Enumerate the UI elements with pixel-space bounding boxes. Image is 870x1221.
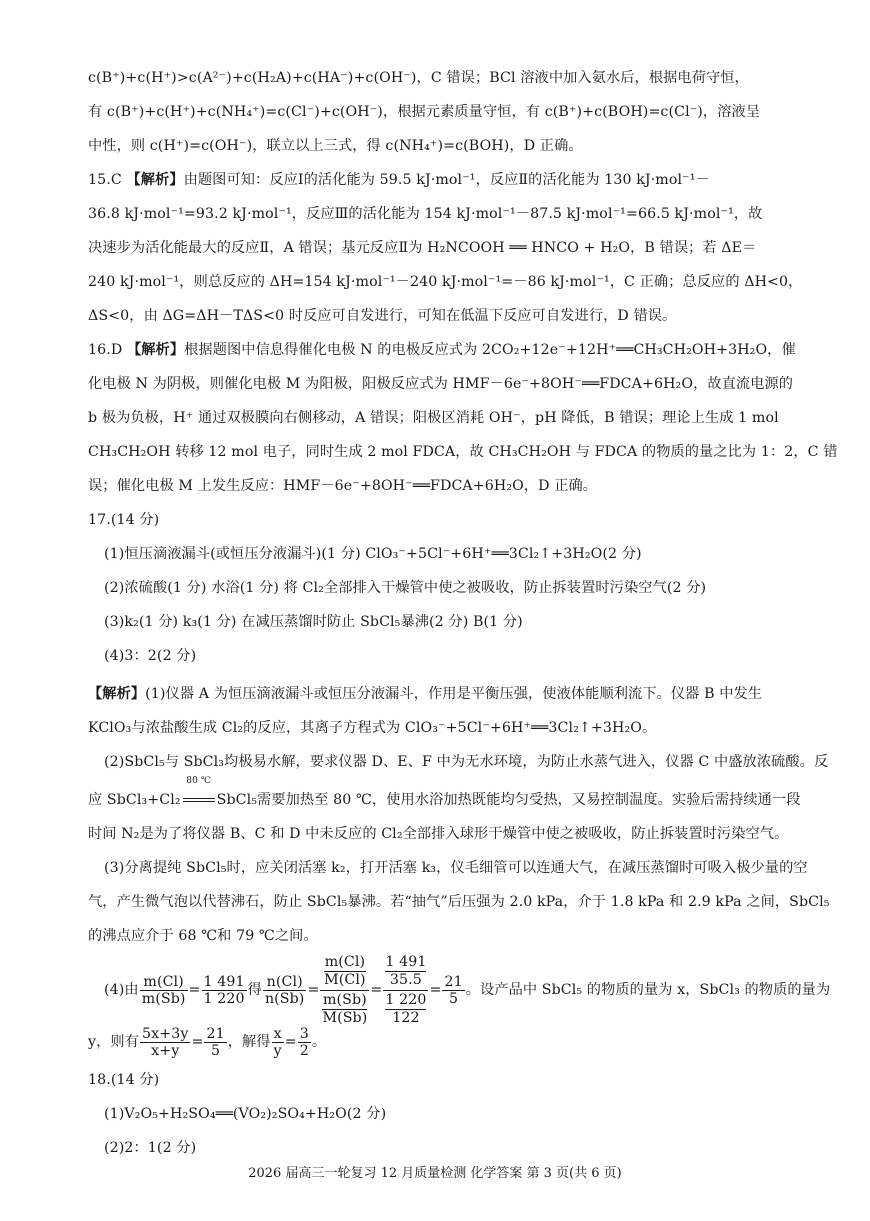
formula-prefix: (4)由 <box>104 982 139 998</box>
paragraph-line: c(B⁺)+c(H⁺)>c(A²⁻)+c(H₂A)+c(HA⁻)+c(OH⁻)，C 错误；BCl 溶液中加入氨水后，根据电荷守恒， <box>88 70 749 86</box>
reaction-line <box>88 776 801 810</box>
paragraph-line: 气，产生微气泡以代替沸石，防止 SbCl₅暴沸。若“抽气”后压强为 2.0 kPa，介于 1.8 kPa 和 2.9 kPa 之间，SbCl₅ <box>88 894 830 910</box>
formula-line: (4)由 $\frac{m(Cl)}{m(Sb)}$ = $\frac{1 491}{1 220}$ 得 $\frac{n(Cl)}{n(Sb)}$ = $\frac{\frac{m(Cl)}{M(Cl)}}{\frac{m(Sb)}{M(Sb)}}$ = $\frac{\frac{1 491}{35.5}}{\frac{1 220}{122}}$ = $\frac{21}{5}$ 。设产品中 SbCl₅ 的物质的量为 x，SbCl₃ 的物质的量为 <box>104 953 831 1026</box>
paragraph-line: 中性，则 c(H⁺)=c(OH⁻)，联立以上三式，得 c(NH₄⁺)=c(BOH)，D 正确。 <box>88 138 583 154</box>
page-footer: 2026 届高三一轮复习 12 月质量检测 化学答案 第 3 页(共 6 页) <box>248 1166 622 1181</box>
answer-line: (3)k₂(1 分) k₃(1 分) 在减压蒸馏时防止 SbCl₅暴沸(2 分) B(1 分) <box>104 614 523 630</box>
fraction-equation: $\frac{5x+3y}{x+y}$ <box>141 1025 189 1059</box>
analysis-tag: 【解析】 <box>88 686 146 702</box>
paragraph-line: (2)SbCl₅与 SbCl₃均极易水解，要求仪器 D、E、F 中为无水环境，为防止水蒸气进入，仪器 C 中盛放浓硫酸。反 <box>104 754 829 770</box>
analysis-line <box>88 684 762 704</box>
fraction-mole-ratio: $\frac{n(Cl)}{n(Sb)}$ <box>264 973 305 1007</box>
answer-line: (4)3：2(2 分) <box>104 648 197 664</box>
fraction-result: $\frac{21}{5}$ <box>444 973 463 1007</box>
reaction-description: SbCl₅需要加热至 80 ℃，使用水浴加热既能均匀受热，又易控制温度。实验后需持续通一段 <box>216 792 801 808</box>
formula-suffix: 。设产品中 SbCl₅ 的物质的量为 x，SbCl₃ 的物质的量为 <box>465 982 831 998</box>
analysis-text: (1)仪器 A 为恒压滴液漏斗或恒压分液漏斗，作用是平衡压强，使液体能顺利流下。仪器 B 中发生 <box>145 686 763 702</box>
paragraph-line: CH₃CH₂OH 转移 12 mol 电子，同时生成 2 mol FDCA，故 CH₃CH₂OH 与 FDCA 的物质的量之比为 1：2，C 错 <box>88 444 838 460</box>
fraction-answer: $\frac{3}{2}$ <box>299 1025 309 1059</box>
paragraph-line: 决速步为活化能最大的反应Ⅱ，A 错误；基元反应Ⅱ为 H₂NCOOH ══ HNCO + H₂O，B 错误；若 ΔE＝ <box>88 240 757 256</box>
answer-line: (1)V₂O₅+H₂SO₄══(VO₂)₂SO₄+H₂O(2 分) <box>104 1106 387 1122</box>
question-16-text: 根据题图中信息得催化电极 N 的电极反应式为 2CO₂+12e⁻+12H⁺══CH₃CH₂OH+3H₂O，催 <box>184 342 796 358</box>
answer-line: (2)浓硫酸(1 分) 水浴(1 分) 将 Cl₂全部排入干燥管中使之被吸收，防止拆装置时污染空气(2 分) <box>104 580 707 596</box>
paragraph-line: 有 c(B⁺)+c(H⁺)+c(NH₄⁺)=c(Cl⁻)+c(OH⁻)，根据元素质量守恒，有 c(B⁺)+c(BOH)=c(Cl⁻)，溶液呈 <box>88 104 761 120</box>
paragraph-line: (3)分离提纯 SbCl₅时，应关闭活塞 k₂，打开活塞 k₃，仪毛细管可以连通大气，在减压蒸馏时可吸入极少量的空 <box>104 860 808 876</box>
paragraph-line: ΔS<0，由 ΔG=ΔH－TΔS<0 时反应可自发进行，可知在低温下反应可自发进行，D 错误。 <box>88 308 677 324</box>
reaction-condition: 80 ℃ <box>186 776 212 786</box>
question-17-heading: 17.(14 分) <box>88 512 160 528</box>
fraction-result: $\frac{21}{5}$ <box>206 1025 225 1059</box>
paragraph-line: b 极为负极，H⁺ 通过双极膜向右侧移动，A 错误；阳极区消耗 OH⁻，pH 降低，B 错误；理论上生成 1 mol <box>88 410 779 426</box>
fraction-mass-ratio: $\frac{m(Cl)}{m(Sb)}$ <box>141 973 186 1007</box>
question-15-number: 15.C <box>88 172 122 188</box>
fraction-mass-values: $\frac{1 491}{1 220}$ <box>203 973 245 1007</box>
paragraph-line: 化电极 N 为阴极，则催化电极 M 为阳极，阳极反应式为 HMF－6e⁻+8OH⁻══FDCA+6H₂O，故直流电源的 <box>88 376 794 392</box>
paragraph-line: 时间 N₂是为了将仪器 B、C 和 D 中未反应的 Cl₂全部排入球形干燥管中使之被吸收，防止拆装置时污染空气。 <box>88 826 789 842</box>
question-16-line <box>88 340 796 360</box>
answer-line: (1)恒压滴液漏斗(或恒压分液漏斗)(1 分) ClO₃⁻+5Cl⁻+6H⁺══3Cl₂↑+3H₂O(2 分) <box>104 546 642 562</box>
fraction-compound-numeric: $\frac{\frac{1 491}{35.5}}{\frac{1 220}{122}}$ <box>385 953 427 1026</box>
analysis-tag: 【解析】 <box>126 342 185 358</box>
paragraph-line: KClO₃与浓盐酸生成 Cl₂的反应，其离子方程式为 ClO₃⁻+5Cl⁻+6H⁺══3Cl₂↑+3H₂O。 <box>88 720 657 736</box>
question-15-line <box>88 170 710 190</box>
formula-line: y，则有 $\frac{5x+3y}{x+y}$ = $\frac{21}{5}$ ，解得 $\frac{x}{y}$ = $\frac{3}{2}$ 。 <box>88 1025 327 1059</box>
question-18-heading: 18.(14 分) <box>88 1072 160 1088</box>
paragraph-line: 的沸点应介于 68 ℃和 79 ℃之间。 <box>88 928 318 944</box>
question-16-number: 16.D <box>88 342 123 358</box>
paragraph-line: 误；催化电极 M 上发生反应：HMF－6e⁻+8OH⁻══FDCA+6H₂O，D 正确。 <box>88 478 598 494</box>
analysis-tag: 【解析】 <box>126 172 184 188</box>
reaction-arrow <box>181 776 217 810</box>
fraction-compound-symbolic: $\frac{\frac{m(Cl)}{M(Cl)}}{\frac{m(Sb)}{M(Sb)}}$ <box>322 953 368 1026</box>
reaction-reactants: 应 SbCl₃+Cl₂ <box>88 792 181 808</box>
answer-line: (2)2：1(2 分) <box>104 1140 197 1156</box>
paragraph-line: 240 kJ·mol⁻¹，则总反应的 ΔH=154 kJ·mol⁻¹－240 kJ·mol⁻¹=－86 kJ·mol⁻¹，C 正确；总反应的 ΔH<0， <box>88 274 803 290</box>
fraction-x-over-y: $\frac{x}{y}$ <box>273 1025 282 1059</box>
paragraph-line: 36.8 kJ·mol⁻¹=93.2 kJ·mol⁻¹，反应Ⅲ的活化能为 154 kJ·mol⁻¹－87.5 kJ·mol⁻¹=66.5 kJ·mol⁻¹，故 <box>88 206 763 222</box>
question-15-text: 由题图可知：反应Ⅰ的活化能为 59.5 kJ·mol⁻¹，反应Ⅱ的活化能为 130 kJ·mol⁻¹－ <box>183 172 710 188</box>
